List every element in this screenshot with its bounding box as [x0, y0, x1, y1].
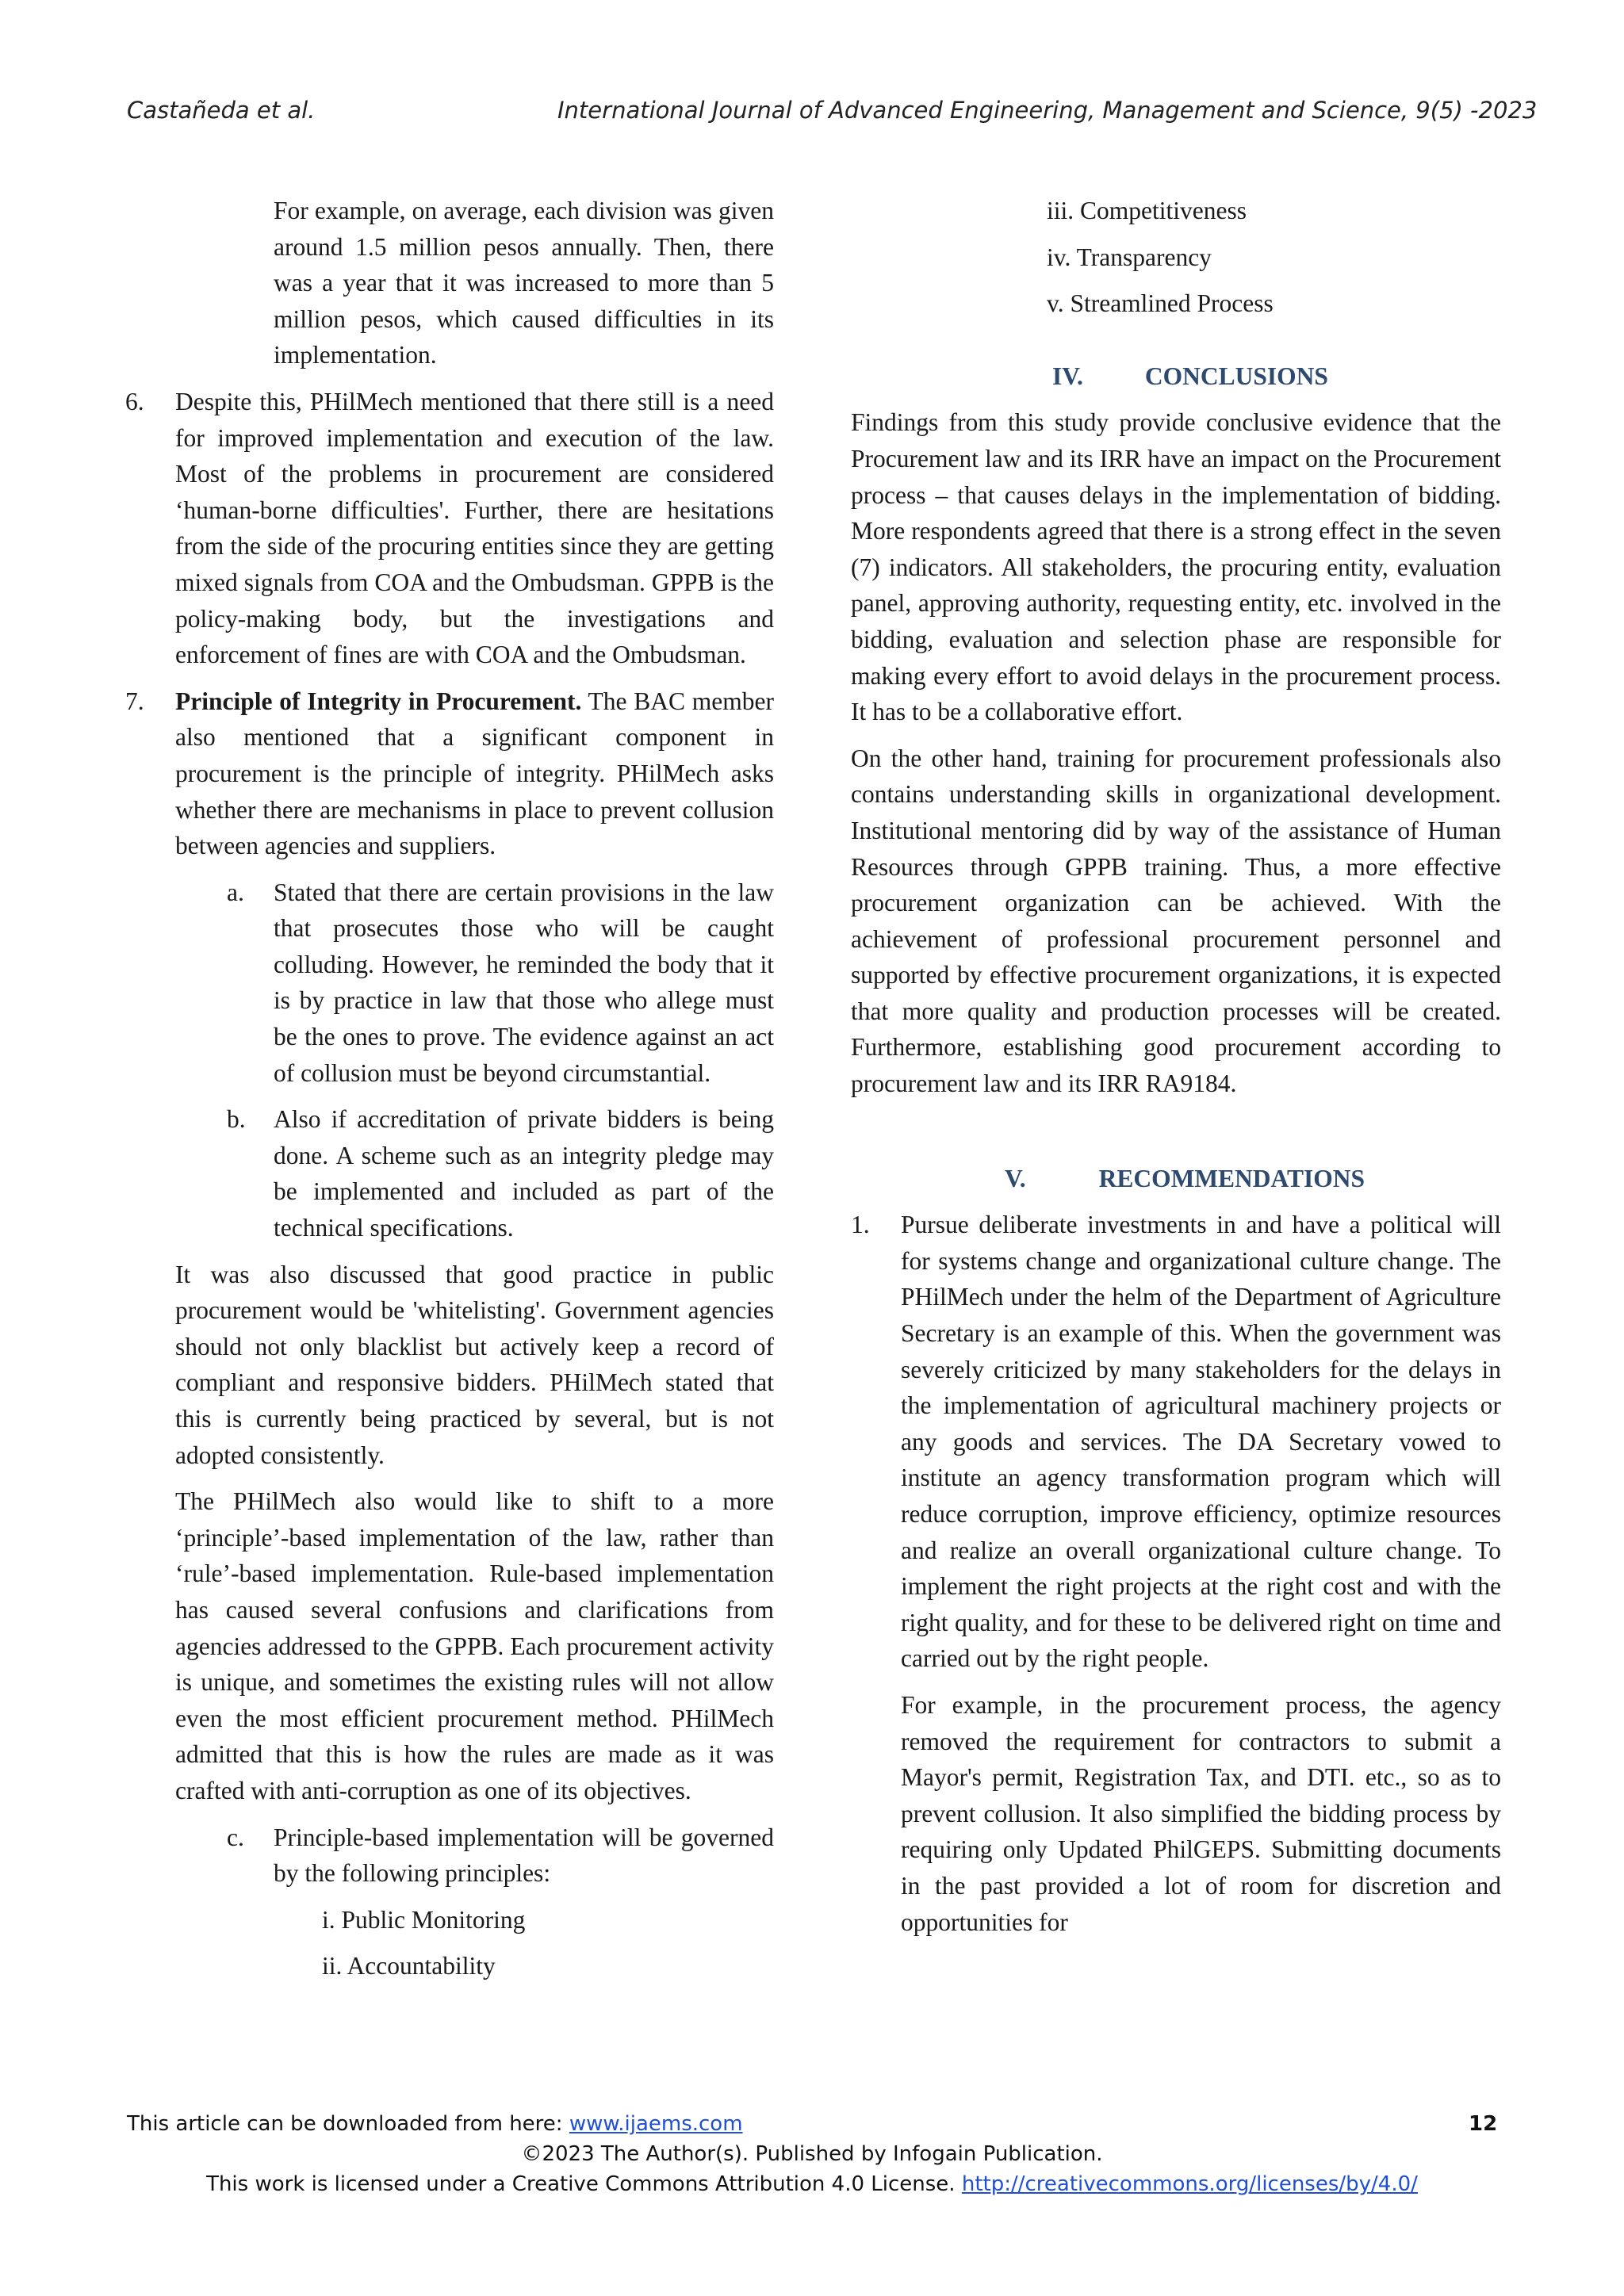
footer-download: [127, 2112, 743, 2136]
whitelisting-paragraph: It was also discussed that good practice in public procurement would be 'whitelisting'. Government agencies should not only blacklist but actively keep a record of compliant and responsive bidders. PHilMech stated that this is currently being practiced by several, but is not adopted consistently.: [175, 1260, 774, 1469]
list-item-text: Pursue deliberate investments in and have a political will for systems change and organizational culture change. The PHilMech under the helm of the Department of Agriculture Secretary is an example of this. When the government was severely criticized by many stakeholders for the delays in the implementation of agricultural machinery projects or any goods and services. The DA Secretary vowed to institute an agency transformation program which will reduce corruption, improve efficiency, optimize resources and realize an overall organizational culture change. To implement the right projects at the right cost and with the right quality, and for these to be delivered right on time and carried out by the right people.: [901, 1211, 1501, 1673]
sub-item-c: [125, 1820, 774, 1892]
list-item-text: The BAC member also mentioned that a significant component in procurement is the principle of integrity. PHilMech asks whether there are mechanisms in place to prevent collusion between agencies and suppliers.: [175, 687, 774, 860]
section-heading-conclusions: [851, 358, 1501, 395]
section-title: RECOMMENDATIONS: [1098, 1164, 1365, 1192]
principle-item: ii. Accountability: [322, 1952, 496, 1980]
recommendation-item-1: [851, 1207, 1501, 1677]
section-heading-recommendations: [851, 1161, 1501, 1197]
footer-copyright: ©2023 The Author(s). Published by Infogain Publication.: [521, 2142, 1103, 2166]
footer-license-text: This work is licensed under a Creative Commons Attribution 4.0 License.: [206, 2172, 962, 2196]
section-title: CONCLUSIONS: [1144, 362, 1328, 390]
example-paragraph: For example, on average, each division was given around 1.5 million pesos annually. Then, there was a year that it was increased to more than 5 million pesos, which caused difficulties in its implementation.: [274, 197, 774, 369]
sub-item-text: Stated that there are certain provisions in the law that prosecutes those who will be caught colluding. However, he reminded the body that it is by practice in law that those who allege must be the ones to prove. The evidence against an act of collusion must be beyond circumstantial.: [274, 878, 774, 1087]
sub-item-mark: a.: [227, 878, 244, 906]
list-number: 1.: [851, 1211, 870, 1239]
sub-item-text: Also if accreditation of private bidders is being done. A scheme such as an integrity pledge may be implemented and included as part of the technical specifications.: [274, 1105, 774, 1242]
principle-paragraph: The PHilMech also would like to shift to a more ‘principle’-based implementation of the law, rather than ‘rule’-based implementation. Rule-based implementation has caused several confusions and clarifications from agencies addressed to the GPPB. Each procurement activity is unique, and sometimes the existing rules will not allow even the most efficient procurement method. PHilMech admitted that this is how the rules are made as it was crafted with anti-corruption as one of its objectives.: [175, 1487, 774, 1804]
sub-item-mark: b.: [227, 1105, 246, 1134]
sub-item-b: [125, 1101, 774, 1246]
running-header-authors: Castañeda et al.: [127, 97, 316, 124]
principle-item: i. Public Monitoring: [322, 1905, 526, 1934]
list-item-title: Principle of Integrity in Procurement.: [175, 687, 582, 715]
principle-item: iii. Competitiveness: [1047, 197, 1247, 224]
left-column: [125, 193, 774, 1984]
sub-item-mark: c.: [227, 1823, 244, 1851]
list-number: 7.: [125, 687, 144, 715]
footer-download-text: This article can be downloaded from here:: [127, 2112, 569, 2136]
principle-item: v. Streamlined Process: [1047, 289, 1274, 318]
section-number: V.: [1005, 1164, 1026, 1192]
recommendation-example-paragraph: For example, in the procurement process, the agency removed the requirement for contractors to submit a Mayor's permit, Registration Tax, and DTI. etc., so as to prevent collusion. It also simplified the bidding process by requiring only Updated PhilGEPS. Submitting documents in the past provided a lot of room for discretion and opportunities for: [901, 1690, 1501, 1936]
list-number: 6.: [125, 387, 144, 415]
footer-license: [0, 2172, 1624, 2196]
footer-download-link[interactable]: www.ijaems.com: [569, 2112, 743, 2136]
page-number: 12: [1469, 2112, 1498, 2136]
principle-item: iv. Transparency: [1047, 243, 1212, 271]
list-item-text: Despite this, PHilMech mentioned that there still is a need for improved implementation and execution of the law. Most of the problems in procurement are considered ‘human-borne difficulties'. Further, there are hesitations from the side of the procuring entities since they are getting mixed signals from COA and the Ombudsman. GPPB is the policy-making body, but the investigations and enforcement of fines are with COA and the Ombudsman.: [175, 387, 774, 669]
conclusions-paragraph-1: Findings from this study provide conclusive evidence that the Procurement law and its IRR have an impact on the Procurement process – that causes delays in the implementation of bidding. More respondents agreed that there is a strong effect in the seven (7) indicators. All stakeholders, the procuring entity, evaluation panel, approving authority, requesting entity, etc. involved in the bidding, evaluation and selection phase are responsible for making every effort to avoid delays in the procurement process. It has to be a collaborative effort.: [851, 408, 1501, 726]
running-header-journal: International Journal of Advanced Engineering, Management and Science, 9(5) -2023: [557, 97, 1538, 124]
footer-license-link[interactable]: http://creativecommons.org/licenses/by/4.0/: [961, 2172, 1418, 2196]
section-number: IV.: [1052, 362, 1083, 390]
right-column: [851, 193, 1501, 1940]
list-item-7: [125, 683, 774, 864]
conclusions-paragraph-2: On the other hand, training for procurement professionals also contains understanding skills in organizational development. Institutional mentoring did by way of the assistance of Human Resources through GPPB training. Thus, a more effective procurement organization can be achieved. With the achievement of professional procurement personnel and supported by effective procurement organizations, it is expected that more quality and production processes will be created. Furthermore, establishing good procurement according to procurement law and its IRR RA9184.: [851, 744, 1501, 1098]
sub-item-a: [125, 874, 774, 1092]
sub-item-text: Principle-based implementation will be governed by the following principles:: [274, 1823, 774, 1888]
list-item-6: [125, 384, 774, 673]
